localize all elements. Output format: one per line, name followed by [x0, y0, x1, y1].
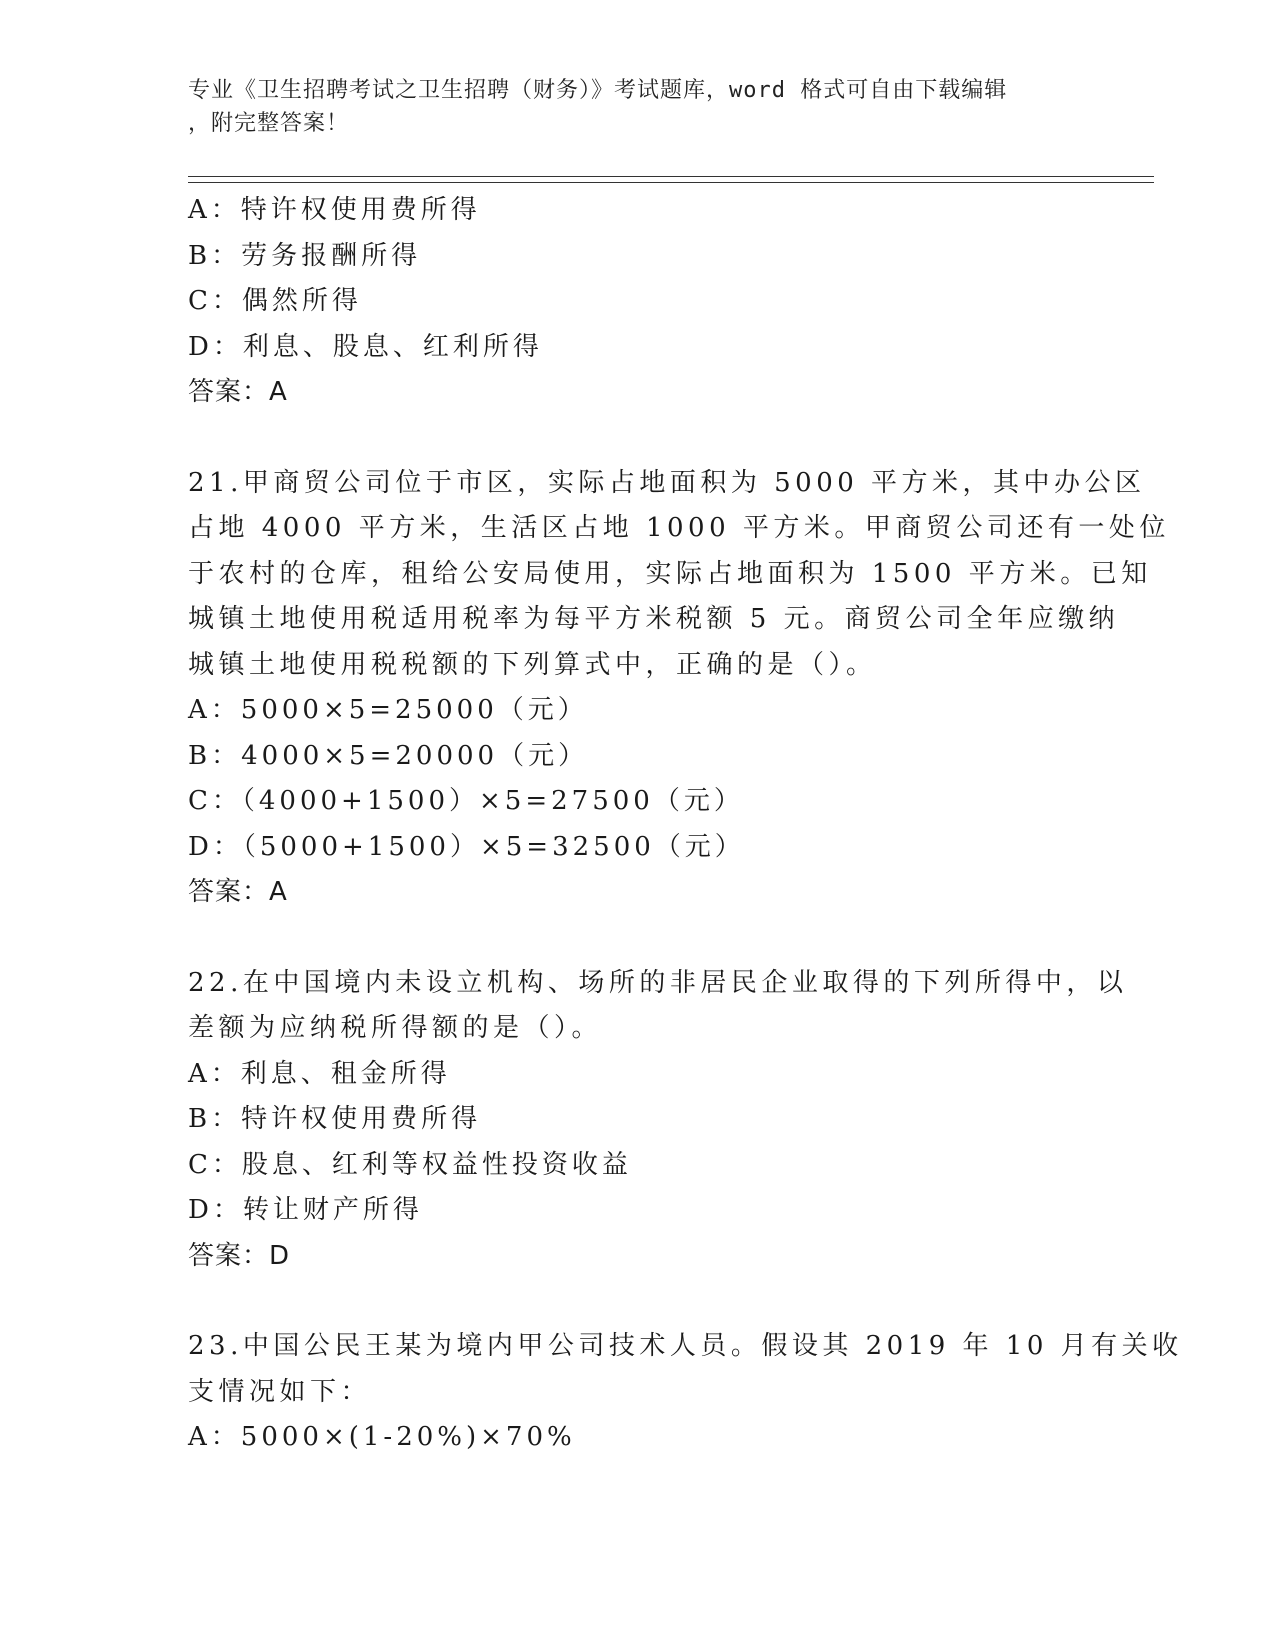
header-line-2: ，附完整答案！ [188, 111, 350, 136]
option-d: D：利息、股息、红利所得 [188, 331, 543, 362]
option-c: C：股息、红利等权益性投资收益 [188, 1149, 632, 1180]
header-rule-bottom [188, 182, 1154, 183]
document-header [188, 74, 1088, 140]
option-b: B：特许权使用费所得 [188, 1104, 482, 1134]
question-stem-line: 于农村的仓库，租给公安局使用，实际占地面积为 1500 平方米。已知 [188, 558, 1152, 589]
question-stem-line: 23.中国公民王某为境内甲公司技术人员。假设其 2019 年 10 月有关收 [188, 1331, 1183, 1361]
option-a: A：5000×(1-20%)×70% [188, 1422, 576, 1452]
question-stem-line: 城镇土地使用税适用税率为每平方米税额 5 元。商贸公司全年应缴纳 [188, 604, 1120, 634]
option-d: D：转让财产所得 [188, 1195, 423, 1225]
question-21 [188, 461, 1170, 916]
question-23 [188, 1324, 1183, 1461]
option-b: B：4000×5=20000（元） [188, 740, 589, 771]
option-c: C：偶然所得 [188, 286, 362, 316]
option-a: A：5000×5=25000（元） [188, 695, 588, 725]
question-list [188, 188, 1183, 1461]
header-line-1: 专业《卫生招聘考试之卫生招聘（财务）》考试题库，word 格式可自由下载编辑 [188, 78, 1008, 103]
question-stem-line: 21.甲商贸公司位于市区，实际占地面积为 5000 平方米，其中办公区 [188, 467, 1146, 498]
question-stem-line: 22.在中国境内未设立机构、场所的非居民企业取得的下列所得中，以 [188, 967, 1128, 998]
question-20-continued [188, 188, 1088, 416]
option-a: A：利息、租金所得 [188, 1058, 451, 1089]
question-stem-line: 差额为应纳税所得额的是（）。 [188, 1013, 603, 1043]
answer: 答案：D [188, 1240, 291, 1271]
question-stem-line: 支情况如下： [188, 1376, 372, 1407]
answer: 答案：A [188, 877, 288, 907]
option-c: C：（4000+1500）×5=27500（元） [188, 786, 744, 816]
question-stem-line: 占地 4000 平方米，生活区占地 1000 平方米。甲商贸公司还有一处位 [188, 513, 1170, 543]
question-22 [188, 961, 1128, 1280]
answer: 答案：A [188, 377, 288, 407]
question-stem-line: 城镇土地使用税税额的下列算式中，正确的是（）。 [188, 649, 877, 680]
option-b: B：劳务报酬所得 [188, 240, 422, 271]
header-rule-top [188, 176, 1154, 177]
option-d: D：（5000+1500）×5=32500（元） [188, 831, 745, 862]
option-a: A：特许权使用费所得 [188, 195, 481, 225]
